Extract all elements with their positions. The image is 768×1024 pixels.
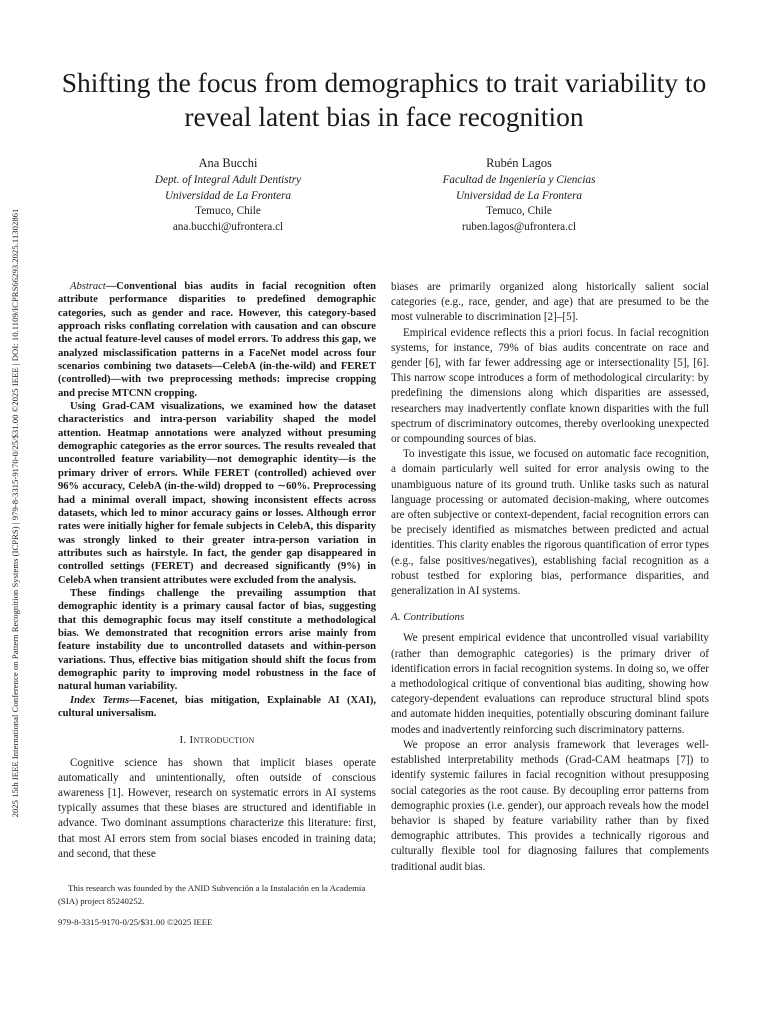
subsection-heading: A. Contributions: [391, 611, 465, 624]
abstract: [58, 280, 376, 720]
author-email: ana.bucchi@ufrontera.cl: [172, 221, 284, 234]
author-city: Temuco, Chile: [486, 205, 552, 218]
abstract-text: Conventional bias audits in facial recognition often attribute performance disparities to predefined demographic categories, such as gender and race. However, this category-based approach risks conflating correlation with causation and can obscure the actual feature-level causes of model errors. To address this gap, we analyzed misclassification patterns in a FaceNet model across four scenarios combining two datasets—CelebA (in-the-wild) and FERET (controlled)—with two preprocessing methods: imprecise cropping and precise MTCNN cropping.: [58, 281, 376, 399]
author-name: Ana Bucchi: [198, 156, 258, 170]
index-terms-label: Index Terms: [70, 694, 130, 706]
body-paragraph: Empirical evidence reflects this a priori focus. In facial recognition systems, for instance, 79% of bias audits concentrate on race and gender [6], with far fewer addressing age or intersectionality [5], [6]. This narrow scope introduces a form of methodological circularity: by predefining the dimensions along which disparities are assessed, researchers may inadvertently conflate known disparities with the full spectrum of discriminatory outcomes, thereby overlooking unexpected or compounding sources of bias.: [391, 326, 709, 446]
funding-footnote: This research was founded by the ANID Subvención a la Instalación en la Academia (SIA) project 85240252.: [58, 883, 366, 906]
right-column: [391, 280, 709, 875]
author-university: Universidad de La Frontera: [455, 189, 583, 202]
paper-title: Shifting the focus from demographics to trait variability to reveal latent bias in face recognition: [61, 67, 707, 132]
body-paragraph: Cognitive science has shown that implicit biases operate automatically and unintentionally, often outside of conscious awareness [1]. However, research on systematic errors in AI systems typically assumes that these biases are structured and identifiable in advance. Two dominant assumptions characterize this literature: first, that most AI errors stem from social biases encoded in training data; and second, that these: [58, 756, 376, 860]
abstract-paragraph: Using Grad-CAM visualizations, we examined how the dataset characteristics and intra-person variability shaped the model attention. Heatmap annotations were analyzed without presuming demographic categories as the error sources. The results revealed that uncontrolled feature variability—not demographic identity—is the primary driver of errors. While FERET (controlled) achieved over 96% accuracy, CelebA (in-the-wild) dropped to ∼60%. Preprocessing had a minimal overall impact, showing inconsistent effects across datasets, which led to minor accuracy gains or losses. Although error rates were initially higher for female subjects in CelebA, this disparity was strongly linked to their greater intra-person variation in attributes such as hairstyle. In fact, the gender gap disappeared in controlled settings (FERET) and decreased significantly (9%) in CelebA when transient attributes were excluded from the analysis.: [58, 401, 376, 586]
body-paragraph: We present empirical evidence that uncontrolled visual variability (rather than demographic categories) is the primary driver of identification errors in facial recognition systems. In doing so, we offer a methodological critique of conventional bias auditing, showing how category-dependent evaluations can reproduce structural blind spots and automate hidden inequities, potentially obscuring dominant failure modes and inadvertently reinforcing such discriminatory patterns.: [391, 632, 709, 736]
sidebar-text: 2025 15th IEEE International Conference on Pattern Recognition Systems (ICPRS) | 979-8-3315-9170-0/25/$31.00 ©2025 IEEE | DOI: 10.1109/ICPRS66293.2025.11302861: [10, 208, 20, 817]
index-terms: Index Terms—Facenet, bias mitigation, Explainable AI (XAI), cultural universalism.: [58, 694, 376, 719]
body-paragraph: To investigate this issue, we focused on automatic face recognition, a domain particularly well suited for error analysis owing to the unambiguous nature of its ground truth. Unlike tasks such as natural language processing or automated decision-making, where outcomes are often subjective or context-dependent, facial recognition errors can be precisely identified as mismatches between predicted and actual identities. This clarity enables the rigorous quantification of error types (e.g., false positives/negatives), establishing facial recognition as a robust testbed for exploring bias, performance disparities, and generalization in AI systems.: [391, 448, 709, 598]
conference-sidebar: [6, 155, 24, 870]
abstract-paragraph: Abstract—Conventional bias audits in facial recognition often attribute performance disparities to predefined demographic categories, such as gender and race. However, this category-based approach risks conflating correlation with causation and can obscure the actual feature-level causes of model errors. To address this gap, we analyzed misclassification patterns in a FaceNet model across four scenarios combining two datasets—CelebA (in-the-wild) and FERET (controlled)—with two preprocessing methods: imprecise cropping and precise MTCNN cropping.: [58, 281, 376, 399]
author-name: Rubén Lagos: [486, 156, 552, 170]
author-dept: Dept. of Integral Adult Dentistry: [154, 173, 302, 186]
author-university: Universidad de La Frontera: [164, 189, 292, 202]
copyright-line: 979-8-3315-9170-0/25/$31.00 ©2025 IEEE: [58, 917, 213, 927]
index-terms-text: Facenet, bias mitigation, Explainable AI (XAI), cultural universalism.: [58, 694, 376, 719]
section-heading: I. Introduction: [179, 734, 255, 747]
footnote-area: [58, 882, 376, 929]
left-column: [58, 280, 376, 862]
author-block-2: [404, 156, 634, 236]
author-email: ruben.lagos@ufrontera.cl: [461, 221, 577, 234]
abstract-label: Abstract: [70, 281, 106, 292]
abstract-paragraph: These findings challenge the prevailing assumption that demographic identity is a primary causal factor of bias, suggesting that this demographic focus may itself constitute a methodological bias. We demonstrated that recognition errors arise mainly from feature instability due to uncontrolled datasets and within-person variations. Thus, effective bias mitigation should shift the focus from demographic parity to improving model robustness in the face of natural human variability.: [58, 587, 376, 693]
author-block-1: [113, 156, 343, 236]
author-dept: Facultad de Ingeniería y Ciencias: [442, 173, 596, 186]
body-paragraph: biases are primarily organized along historically salient social categories (e.g., race, gender, and age) that are presumed to be the most vulnerable to discrimination [2]–[5].: [391, 281, 709, 324]
author-city: Temuco, Chile: [195, 205, 261, 218]
body-paragraph: We propose an error analysis framework that leverages well-established interpretability methods (Grad-CAM heatmaps [7]) to identify systemic failures in facial recognition without presupposing social categories as the root cause. By decoupling error patterns from demographic proxies (i.e. gender), our approach reveals how the model behavior is shaped by feature variability rather than by fixed demographic attributes. This provides a technically rigorous and culturally flexible tool for diagnosing failures that complements traditional audit bias.: [391, 738, 710, 873]
